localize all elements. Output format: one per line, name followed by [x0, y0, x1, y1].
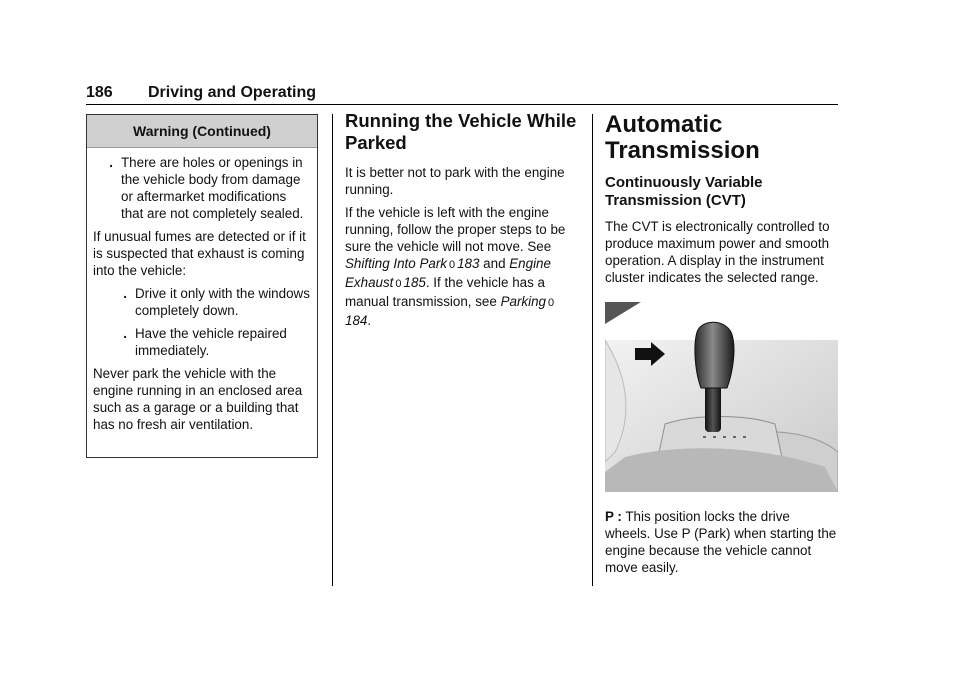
warning-paragraph: If unusual fumes are detected or if it is suspected that exhaust is coming into the vehicle: [93, 229, 306, 278]
text-run: and [479, 256, 510, 271]
bullet-mark: . [109, 155, 113, 170]
warning-title: Warning (Continued) [87, 115, 317, 148]
warning-box [86, 114, 318, 458]
xref-shifting-into-park[interactable]: Shifting Into Park [345, 256, 447, 271]
bullet-mark: . [123, 326, 127, 341]
page-ref-icon: 0 [547, 297, 555, 309]
park-term: P : [605, 509, 622, 524]
xref-engine-exhaust[interactable]: Engine Exhaust [345, 256, 551, 290]
page-ref-icon: 0 [395, 278, 402, 290]
text-run: . If the vehicle has a manual transmission, see [345, 275, 545, 309]
xref-page: 185 [403, 275, 426, 290]
column-divider-2 [592, 114, 593, 586]
warning-bullet [93, 325, 311, 359]
running-paragraph [345, 204, 580, 329]
column-divider-1 [332, 114, 333, 586]
bullet-text: Have the vehicle repaired immediately. [135, 326, 287, 358]
warning-paragraph: Never park the vehicle with the engine running in an enclosed area such as a garage or a building that has no fresh air ventilation. [93, 366, 303, 432]
shift-lever-illustration [605, 302, 838, 492]
running-title: Running the Vehicle While Parked [345, 110, 577, 153]
cvt-subtitle: Continuously Variable Transmission (CVT) [605, 174, 763, 209]
park-text: This position locks the drive wheels. Use P (Park) when starting the engine because the vehicle cannot move easily. [605, 509, 837, 575]
bullet-text: Drive it only with the windows completely down. [135, 286, 310, 318]
page-number: 186 [86, 84, 113, 101]
park-paragraph [605, 508, 838, 576]
section-title: Driving and Operating [148, 84, 317, 101]
dash-trim-shape [605, 302, 641, 324]
automatic-title: Automatic Transmission [605, 111, 760, 164]
xref-page: 183 [457, 256, 480, 271]
bullet-text: There are holes or openings in the vehicle body from damage or aftermarket modifications that are not completely sealed. [121, 155, 304, 221]
text-run: If the vehicle is left with the engine running, follow the proper steps to be sure the vehicle will not move. See [345, 205, 566, 254]
text-run: . [367, 313, 372, 328]
shift-lever-svg [605, 302, 838, 492]
xref-parking[interactable]: Parking [500, 294, 546, 309]
page-ref-icon: 0 [448, 259, 456, 271]
warning-body [87, 148, 317, 433]
xref-page: 184 [345, 313, 368, 328]
page-header [86, 84, 838, 105]
shift-shaft [705, 382, 721, 432]
bullet-mark: . [123, 286, 127, 301]
cvt-paragraph: The CVT is electronically controlled to produce maximum power and smooth operation. A display in the instrument cluster indicates the selected range. [605, 219, 830, 285]
warning-bullet [93, 285, 311, 319]
running-section [345, 110, 580, 335]
running-paragraph: It is better not to park with the engine running. [345, 165, 565, 197]
automatic-section [605, 110, 838, 582]
warning-bullet [93, 154, 311, 222]
shift-knob [695, 322, 734, 388]
